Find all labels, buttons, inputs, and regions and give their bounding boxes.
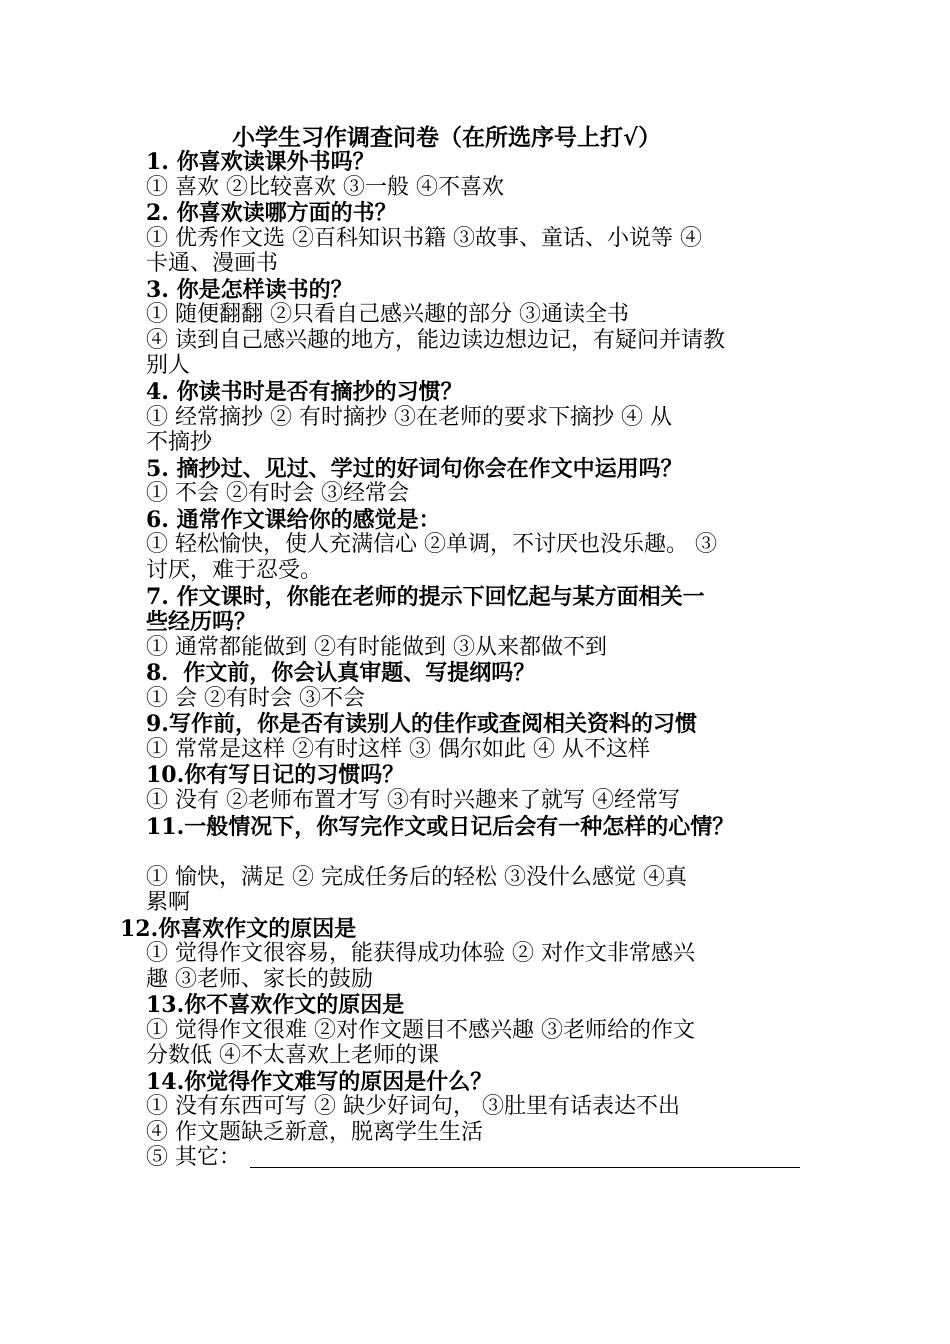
question-6-options-line-2: 讨厌，难于忍受。 [146, 558, 323, 583]
question-12: 12.你喜欢作文的原因是 [120, 916, 357, 942]
question-5-options: ① 不会 ②有时会 ③经常会 [146, 481, 409, 506]
other-answer-blank-line[interactable] [250, 1167, 800, 1168]
question-2-options-line-1: ① 优秀作文选 ②百科知识书籍 ③故事、童话、小说等 ④ [146, 226, 702, 251]
question-3-options-line-1: ① 随便翻翻 ②只看自己感兴趣的部分 ③通读全书 [146, 302, 629, 327]
question-13: 13.你不喜欢作文的原因是 [146, 992, 405, 1018]
question-9: 9.写作前，你是否有读别人的佳作或查阅相关资料的习惯 [146, 711, 697, 737]
question-11-options-line-1: ① 愉快，满足 ② 完成任务后的轻松 ③没什么感觉 ④真 [146, 865, 687, 890]
question-3-options-line-2: ④ 读到自己感兴趣的地方，能边读边想边记，有疑问并请教 [146, 328, 725, 353]
question-12-options-line-1: ① 觉得作文很容易，能获得成功体验 ② 对作文非常感兴 [146, 941, 695, 966]
question-7: 7. 作文课时，你能在老师的提示下回忆起与某方面相关一 [146, 584, 705, 610]
question-14: 14.你觉得作文难写的原因是什么？ [146, 1069, 493, 1095]
question-4: 4. 你读书时是否有摘抄的习惯？ [146, 379, 463, 405]
question-5: 5. 摘抄过、见过、学过的好词句你会在作文中运用吗？ [146, 456, 683, 482]
question-6-options-line-1: ① 轻松愉快，使人充满信心 ②单调，不讨厌也没乐趣。 ③ [146, 532, 717, 557]
question-13-options-line-2: 分数低 ④不太喜欢上老师的课 [146, 1043, 439, 1068]
question-7-continued: 些经历吗？ [146, 609, 257, 635]
question-10: 10.你有写日记的习惯吗？ [146, 762, 405, 788]
survey-title: 小学生习作调查问卷（在所选序号上打√） [232, 124, 662, 151]
question-4-options-line-2: 不摘抄 [146, 430, 213, 455]
question-3-options-line-3: 别人 [146, 353, 191, 378]
question-4-options-line-1: ① 经常摘抄 ② 有时摘抄 ③在老师的要求下摘抄 ④ 从 [146, 405, 672, 430]
question-10-options: ① 没有 ②老师布置才写 ③有时兴趣来了就写 ④经常写 [146, 788, 680, 813]
question-3: 3. 你是怎样读书的？ [146, 277, 353, 303]
question-8: 8．作文前，你会认真审题、写提纲吗？ [146, 660, 536, 686]
question-8-options: ① 会 ②有时会 ③不会 [146, 686, 365, 711]
question-13-options-line-1: ① 觉得作文很难 ②对作文题目不感兴趣 ③老师给的作文 [146, 1018, 695, 1043]
question-1: 1. 你喜欢读课外书吗？ [146, 149, 375, 175]
question-14-options-line-3: ⑤ 其它： [146, 1145, 241, 1170]
question-2: 2. 你喜欢读哪方面的书？ [146, 200, 397, 226]
question-7-options: ① 通常都能做到 ②有时能做到 ③从来都做不到 [146, 635, 607, 660]
question-12-options-line-2: 趣 ③老师、家长的鼓励 [146, 967, 373, 992]
question-14-options-line-2: ④ 作文题缺乏新意，脱离学生生活 [146, 1120, 483, 1145]
question-2-options-line-2: 卡通、漫画书 [146, 251, 279, 276]
question-6: 6. 通常作文课给你的感觉是： [146, 507, 441, 533]
question-1-options: ① 喜欢 ②比较喜欢 ③一般 ④不喜欢 [146, 175, 504, 200]
question-9-options: ① 常常是这样 ②有时这样 ③ 偶尔如此 ④ 从不这样 [146, 737, 650, 762]
question-11-options-line-2: 累啊 [146, 890, 191, 915]
question-11: 11.一般情况下，你写完作文或日记后会有一种怎样的心情？ [146, 814, 735, 840]
question-14-options-line-1: ① 没有东西可写 ② 缺少好词句， ③肚里有话表达不出 [146, 1094, 680, 1119]
